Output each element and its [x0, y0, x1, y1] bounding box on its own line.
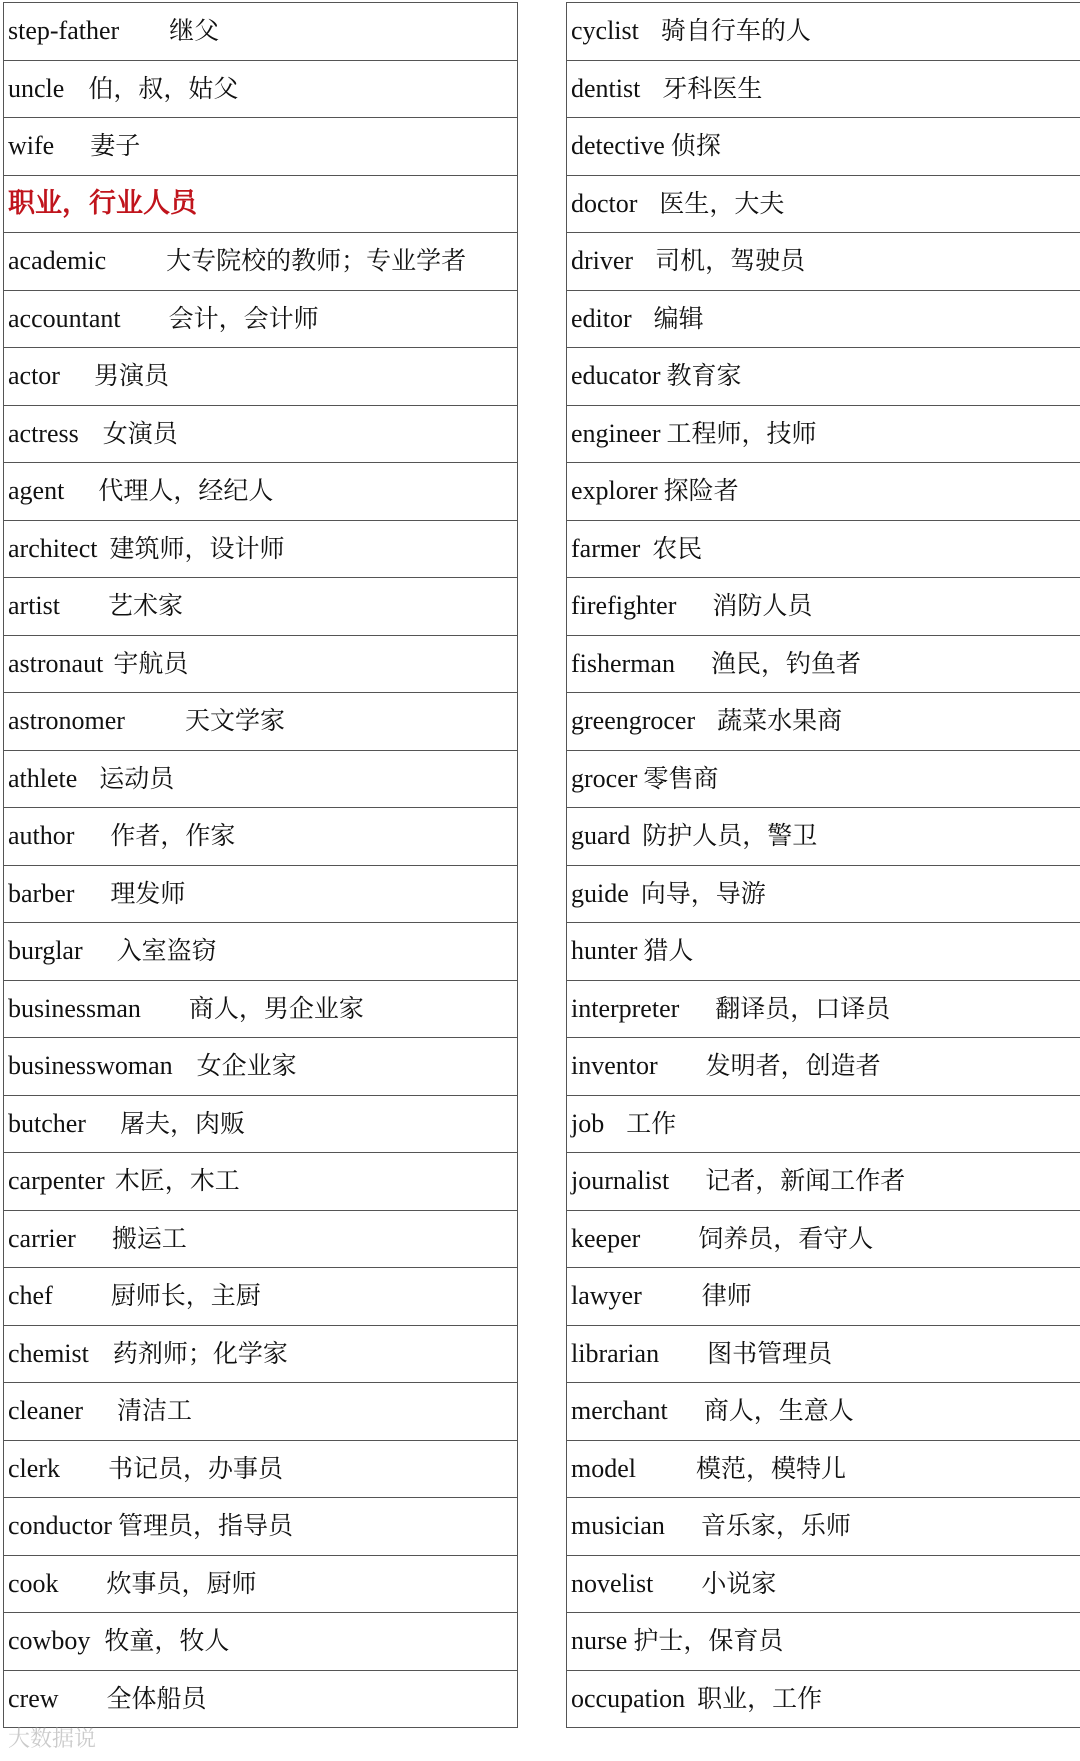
chinese-meaning: 编辑	[653, 303, 704, 333]
english-word: cyclist	[571, 16, 639, 46]
table-row	[567, 3, 1080, 61]
english-word: accountant	[8, 303, 121, 333]
english-word: engineer	[571, 418, 661, 448]
english-word: librarian	[571, 1338, 660, 1368]
vocab-cell	[4, 1325, 518, 1383]
table-row	[4, 578, 518, 636]
chinese-meaning: 教育家	[666, 361, 742, 391]
chinese-meaning: 小说家	[701, 1568, 777, 1598]
english-word: carrier	[8, 1223, 76, 1253]
chinese-meaning: 翻译员，口译员	[715, 993, 891, 1023]
chinese-meaning: 图书管理员	[707, 1338, 833, 1368]
table-row	[567, 233, 1080, 291]
english-word: musician	[571, 1511, 665, 1541]
table-row	[567, 1095, 1080, 1153]
chinese-meaning: 模范，模特儿	[696, 1453, 847, 1483]
vocab-cell	[4, 1095, 518, 1153]
vocab-cell	[567, 1613, 1080, 1671]
chinese-meaning: 药剂师；化学家	[112, 1338, 288, 1368]
table-row	[4, 980, 518, 1038]
table-row	[567, 348, 1080, 406]
vocab-cell	[567, 1038, 1080, 1096]
vocab-cell	[4, 463, 518, 521]
chinese-meaning: 记者，新闻工作者	[705, 1166, 906, 1196]
english-word: keeper	[571, 1223, 641, 1253]
chinese-meaning: 护士，保育员	[633, 1626, 784, 1656]
vocab-cell	[567, 1095, 1080, 1153]
vocab-cell	[567, 1670, 1080, 1728]
english-word: carpenter	[8, 1166, 105, 1196]
chinese-meaning: 牙科医生	[662, 73, 763, 103]
table-row	[4, 290, 518, 348]
chinese-meaning: 代理人，经纪人	[98, 476, 274, 506]
english-word: hunter	[571, 936, 638, 966]
chinese-meaning: 全体船员	[106, 1683, 207, 1713]
chinese-meaning: 书记员，办事员	[107, 1453, 283, 1483]
chinese-meaning: 继父	[169, 16, 220, 46]
english-word: cleaner	[8, 1396, 84, 1426]
chinese-meaning: 防护人员，警卫	[642, 821, 818, 851]
table-row	[4, 1268, 518, 1326]
table-row	[4, 808, 518, 866]
vocab-cell	[567, 980, 1080, 1038]
table-row	[567, 1555, 1080, 1613]
table-row	[4, 1325, 518, 1383]
vocab-cell	[4, 808, 518, 866]
table-row	[567, 1268, 1080, 1326]
table-row	[4, 520, 518, 578]
vocab-cell	[4, 1498, 518, 1556]
english-word: guide	[571, 878, 629, 908]
vocab-cell	[567, 1268, 1080, 1326]
table-row	[567, 1613, 1080, 1671]
vocab-cell	[4, 348, 518, 406]
chinese-meaning: 清洁工	[117, 1396, 193, 1426]
english-word: journalist	[571, 1166, 670, 1196]
vocab-cell	[567, 865, 1080, 923]
english-word: grocer	[571, 763, 638, 793]
chinese-meaning: 女演员	[102, 418, 178, 448]
english-word: agent	[8, 476, 65, 506]
table-row	[4, 60, 518, 118]
chinese-meaning: 木匠，木工	[114, 1166, 240, 1196]
table-row	[4, 1153, 518, 1211]
english-word: burglar	[8, 936, 83, 966]
vocab-cell	[4, 578, 518, 636]
table-row	[4, 865, 518, 923]
chinese-meaning: 会计，会计师	[168, 303, 319, 333]
english-word: actress	[8, 418, 79, 448]
chinese-meaning: 管理员，指导员	[117, 1511, 293, 1541]
chinese-meaning: 女企业家	[196, 1051, 297, 1081]
chinese-meaning: 入室盗窃	[116, 936, 217, 966]
table-row	[4, 463, 518, 521]
chinese-meaning: 探险者	[663, 476, 739, 506]
english-word: butcher	[8, 1108, 86, 1138]
english-word: uncle	[8, 73, 65, 103]
vocab-cell	[567, 405, 1080, 463]
vocab-cell	[567, 750, 1080, 808]
vocab-cell	[567, 463, 1080, 521]
vocab-cell	[4, 693, 518, 751]
vocab-cell	[4, 3, 518, 61]
english-word: astronaut	[8, 648, 104, 678]
chinese-meaning: 渔民，钓鱼者	[710, 648, 861, 678]
chinese-meaning: 侦探	[670, 131, 721, 161]
vocab-cell	[4, 175, 518, 233]
chinese-meaning: 运动员	[99, 763, 175, 793]
table-row	[4, 1555, 518, 1613]
chinese-meaning: 天文学家	[184, 706, 285, 736]
vocab-cell	[567, 693, 1080, 751]
table-row	[4, 1613, 518, 1671]
table-row	[567, 463, 1080, 521]
english-word: businesswoman	[8, 1051, 173, 1081]
table-row	[567, 290, 1080, 348]
table-row	[4, 693, 518, 751]
vocab-cell	[567, 1325, 1080, 1383]
vocab-cell	[567, 1555, 1080, 1613]
table-row	[4, 1095, 518, 1153]
english-word: wife	[8, 131, 55, 161]
table-row	[4, 175, 518, 233]
vocab-cell	[4, 1613, 518, 1671]
english-word: fisherman	[571, 648, 675, 678]
table-row	[567, 1498, 1080, 1556]
english-word: chemist	[8, 1338, 89, 1368]
left-vocab-body	[4, 3, 518, 1728]
english-word: inventor	[571, 1051, 658, 1081]
chinese-meaning: 向导，导游	[640, 878, 766, 908]
table-row	[567, 635, 1080, 693]
english-word: detective	[571, 131, 665, 161]
english-word: guard	[571, 821, 631, 851]
vocab-cell	[567, 578, 1080, 636]
english-word: editor	[571, 303, 632, 333]
table-row	[567, 405, 1080, 463]
chinese-meaning: 伯，叔，姑父	[88, 73, 239, 103]
english-word: firefighter	[571, 591, 677, 621]
table-row	[567, 578, 1080, 636]
chinese-meaning: 农民	[652, 533, 703, 563]
vocab-cell	[567, 3, 1080, 61]
table-row	[567, 808, 1080, 866]
english-word: greengrocer	[571, 706, 696, 736]
vocab-cell	[4, 405, 518, 463]
left-vocab-table	[3, 2, 518, 1728]
english-word: businessman	[8, 993, 141, 1023]
vocab-cell	[4, 520, 518, 578]
chinese-meaning: 司机，驾驶员	[655, 246, 806, 276]
table-row	[4, 1440, 518, 1498]
english-word: occupation	[571, 1683, 686, 1713]
english-word: barber	[8, 878, 75, 908]
chinese-meaning: 律师	[701, 1281, 752, 1311]
vocab-cell	[567, 1383, 1080, 1441]
chinese-meaning: 作者，作家	[110, 821, 236, 851]
chinese-meaning: 妻子	[90, 131, 141, 161]
chinese-meaning: 工程师，技师	[666, 418, 817, 448]
table-row	[4, 1383, 518, 1441]
section-header: 职业，行业人员	[8, 188, 197, 220]
english-word: nurse	[571, 1626, 628, 1656]
english-word: educator	[571, 361, 661, 391]
vocab-cell	[4, 1670, 518, 1728]
vocab-cell	[567, 808, 1080, 866]
table-row	[567, 60, 1080, 118]
english-word: novelist	[571, 1568, 654, 1598]
english-word: model	[571, 1453, 636, 1483]
table-row	[4, 1210, 518, 1268]
vocab-cell	[567, 1210, 1080, 1268]
vocab-cell	[4, 1383, 518, 1441]
chinese-meaning: 消防人员	[712, 591, 813, 621]
chinese-meaning: 零售商	[643, 763, 719, 793]
table-row	[567, 750, 1080, 808]
vocab-cell	[4, 60, 518, 118]
chinese-meaning: 商人，生意人	[703, 1396, 854, 1426]
table-row	[4, 233, 518, 291]
vocab-cell	[4, 1153, 518, 1211]
chinese-meaning: 猎人	[643, 936, 694, 966]
vocab-cell	[4, 233, 518, 291]
table-row	[567, 1210, 1080, 1268]
table-row	[567, 1670, 1080, 1728]
table-row	[567, 175, 1080, 233]
english-word: astronomer	[8, 706, 125, 736]
chinese-meaning: 音乐家，乐师	[700, 1511, 851, 1541]
english-word: cowboy	[8, 1626, 91, 1656]
chinese-meaning: 男演员	[93, 361, 169, 391]
vocab-cell	[567, 923, 1080, 981]
chinese-meaning: 宇航员	[113, 648, 189, 678]
right-vocab-body	[567, 3, 1080, 1728]
vocab-cell	[567, 1440, 1080, 1498]
right-vocab-table	[566, 2, 1080, 1728]
english-word: actor	[8, 361, 60, 391]
english-word: chef	[8, 1281, 53, 1311]
vocab-cell	[567, 635, 1080, 693]
table-row	[567, 923, 1080, 981]
vocab-cell	[567, 175, 1080, 233]
table-row	[567, 1038, 1080, 1096]
english-word: lawyer	[571, 1281, 642, 1311]
english-word: clerk	[8, 1453, 60, 1483]
chinese-meaning: 建筑师，设计师	[109, 533, 285, 563]
table-row	[567, 865, 1080, 923]
english-word: dentist	[571, 73, 641, 103]
english-word: artist	[8, 591, 60, 621]
english-word: cook	[8, 1568, 59, 1598]
chinese-meaning: 理发师	[110, 878, 186, 908]
table-row	[567, 1153, 1080, 1211]
vocab-cell	[567, 233, 1080, 291]
table-row	[4, 1038, 518, 1096]
table-row	[567, 520, 1080, 578]
vocab-cell	[567, 290, 1080, 348]
vocab-cell	[567, 1498, 1080, 1556]
table-row	[567, 980, 1080, 1038]
vocab-cell	[4, 1038, 518, 1096]
vocab-cell	[4, 118, 518, 176]
vocab-cell	[4, 1210, 518, 1268]
vocab-cell	[567, 348, 1080, 406]
table-row	[567, 1325, 1080, 1383]
english-word: academic	[8, 246, 107, 276]
table-row	[4, 1670, 518, 1728]
chinese-meaning: 搬运工	[111, 1223, 187, 1253]
vocab-cell	[4, 865, 518, 923]
table-row	[567, 693, 1080, 751]
english-word: author	[8, 821, 75, 851]
watermark: 大数据说	[8, 1727, 97, 1752]
table-row	[4, 923, 518, 981]
table-row	[4, 348, 518, 406]
table-row	[4, 3, 518, 61]
vocab-cell	[567, 1153, 1080, 1211]
vocab-cell	[567, 520, 1080, 578]
table-row	[4, 635, 518, 693]
vocab-cell	[4, 750, 518, 808]
table-row	[4, 750, 518, 808]
english-word: farmer	[571, 533, 641, 563]
chinese-meaning: 屠夫，肉贩	[119, 1108, 245, 1138]
vocab-cell	[4, 1268, 518, 1326]
english-word: interpreter	[571, 993, 680, 1023]
chinese-meaning: 饲养员，看守人	[698, 1223, 874, 1253]
english-word: merchant	[571, 1396, 668, 1426]
chinese-meaning: 医生，大夫	[659, 188, 785, 218]
english-word: crew	[8, 1683, 59, 1713]
english-word: step-father	[8, 16, 120, 46]
chinese-meaning: 艺术家	[108, 591, 184, 621]
vocab-cell	[4, 635, 518, 693]
vocab-cell	[4, 290, 518, 348]
english-word: driver	[571, 246, 634, 276]
english-word: doctor	[571, 188, 638, 218]
english-word: athlete	[8, 763, 78, 793]
table-row	[4, 405, 518, 463]
chinese-meaning: 工作	[626, 1108, 677, 1138]
chinese-meaning: 职业，工作	[697, 1683, 823, 1713]
chinese-meaning: 骑自行车的人	[660, 16, 811, 46]
chinese-meaning: 牧童，牧人	[104, 1626, 230, 1656]
vocab-cell	[567, 60, 1080, 118]
chinese-meaning: 厨师长，主厨	[110, 1281, 261, 1311]
english-word: architect	[8, 533, 98, 563]
vocab-cell	[4, 980, 518, 1038]
chinese-meaning: 发明者，创造者	[705, 1051, 881, 1081]
table-row	[4, 1498, 518, 1556]
table-row	[567, 1383, 1080, 1441]
chinese-meaning: 蔬菜水果商	[717, 706, 843, 736]
vocab-cell	[567, 118, 1080, 176]
chinese-meaning: 大专院校的教师；专业学者	[166, 246, 467, 276]
chinese-meaning: 炊事员，厨师	[106, 1568, 257, 1598]
vocab-cell	[4, 1555, 518, 1613]
vocab-cell	[4, 1440, 518, 1498]
vocab-cell	[4, 923, 518, 981]
english-word: job	[571, 1108, 605, 1138]
table-row	[567, 1440, 1080, 1498]
chinese-meaning: 商人，男企业家	[188, 993, 364, 1023]
english-word: conductor	[8, 1511, 112, 1541]
table-row	[4, 118, 518, 176]
table-row	[567, 118, 1080, 176]
english-word: explorer	[571, 476, 658, 506]
